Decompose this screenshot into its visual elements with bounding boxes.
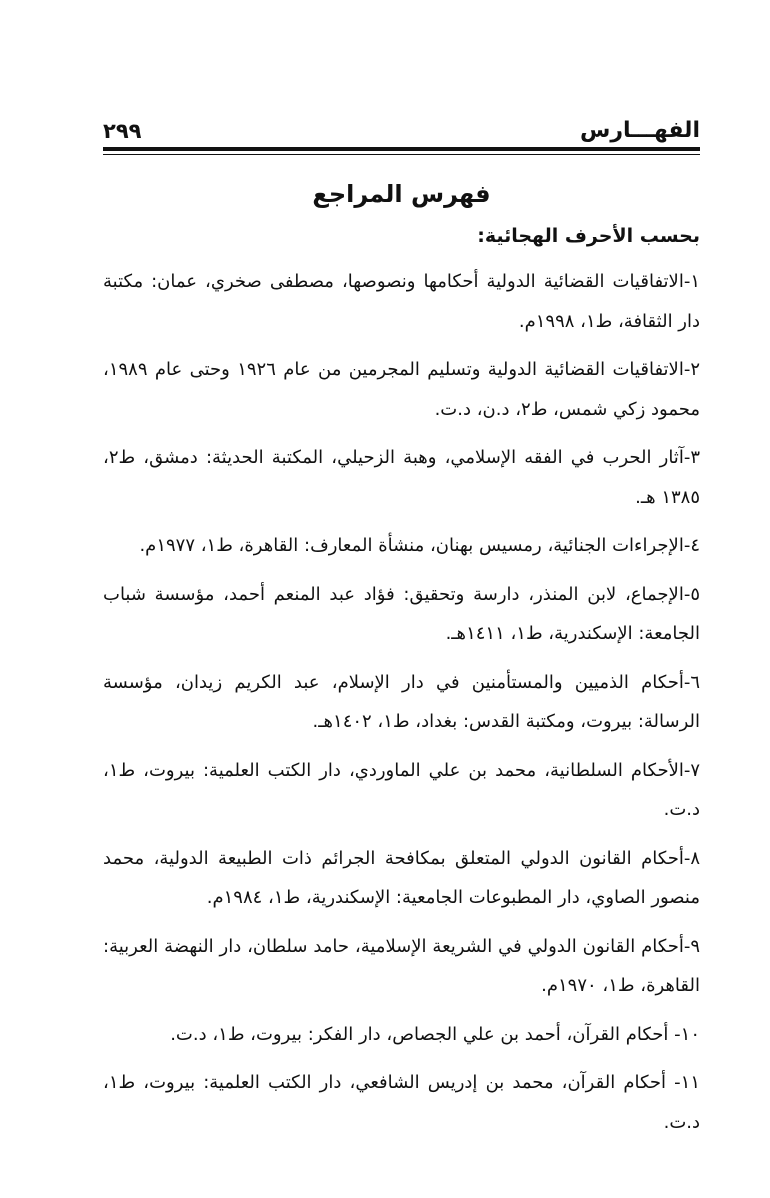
reference-entry: ٩-أحكام القانون الدولي في الشريعة الإسلامية، حامد سلطان، دار النهضة العربية: القاهرة، ط١، ١٩٧٠م. [103,935,700,996]
reference-entry: ٧-الأحكام السلطانية، محمد بن علي الماوردي، دار الكتب العلمية: بيروت، ط١، د.ت. [103,759,700,820]
reference-entry: ٢-الاتفاقيات القضائية الدولية وتسليم المجرمين من عام ١٩٢٦ وحتى عام ١٩٨٩، محمود زكي شمس، ط٢، د.ن، د.ت. [103,359,700,420]
reference-entry: ١٠- أحكام القرآن، أحمد بن علي الجصاص، دار الفكر: بيروت، ط١، د.ت. [170,1023,700,1045]
header-rule-thick [103,147,700,151]
header-rule-thin [103,154,700,155]
section-title: فهرس المراجع [312,180,491,208]
running-header [103,116,700,146]
reference-entry: ٤-الإجراءات الجنائية، رمسيس بهنان، منشأة المعارف: القاهرة، ط١، ١٩٧٧م. [139,535,700,556]
page-number: ٢٩٩ [103,119,142,143]
reference-entry: ٣-آثار الحرب في الفقه الإسلامي، وهبة الزحيلي، المكتبة الحديثة: دمشق، ط٢، ١٣٨٥ هـ. [103,447,700,508]
reference-entry: ٦-أحكام الذميين والمستأمنين في دار الإسلام، عبد الكريم زيدان، مؤسسة الرسالة: بيروت، ومكتبة القدس: بغداد، ط١، ١٤٠٢هـ. [103,671,700,732]
references-list [103,262,700,1151]
reference-entry: ٨-أحكام القانون الدولي المتعلق بمكافحة الجرائم ذات الطبيعة الدولية، محمد منصور الصاوي، دار المطبوعات الجامعية: الإسكندرية، ط١، ١٩٨٤م. [103,847,700,908]
reference-entry: ١-الاتفاقيات القضائية الدولية أحكامها ونصوصها، مصطفى صخري، عمان: مكتبة دار الثقافة، ط١، ١٩٩٨م. [103,271,700,332]
reference-entry: ١١- أحكام القرآن، محمد بن إدريس الشافعي، دار الكتب العلمية: بيروت، ط١، د.ت. [103,1072,700,1133]
running-title: الفهـــارس [579,118,700,143]
reference-entry: ٥-الإجماع، لابن المنذر، دارسة وتحقيق: فؤاد عبد المنعم أحمد، مؤسسة شباب الجامعة: الإسكندرية، ط١، ١٤١١هـ. [103,583,700,644]
section-subtitle: بحسب الأحرف الهجائية: [477,225,700,247]
